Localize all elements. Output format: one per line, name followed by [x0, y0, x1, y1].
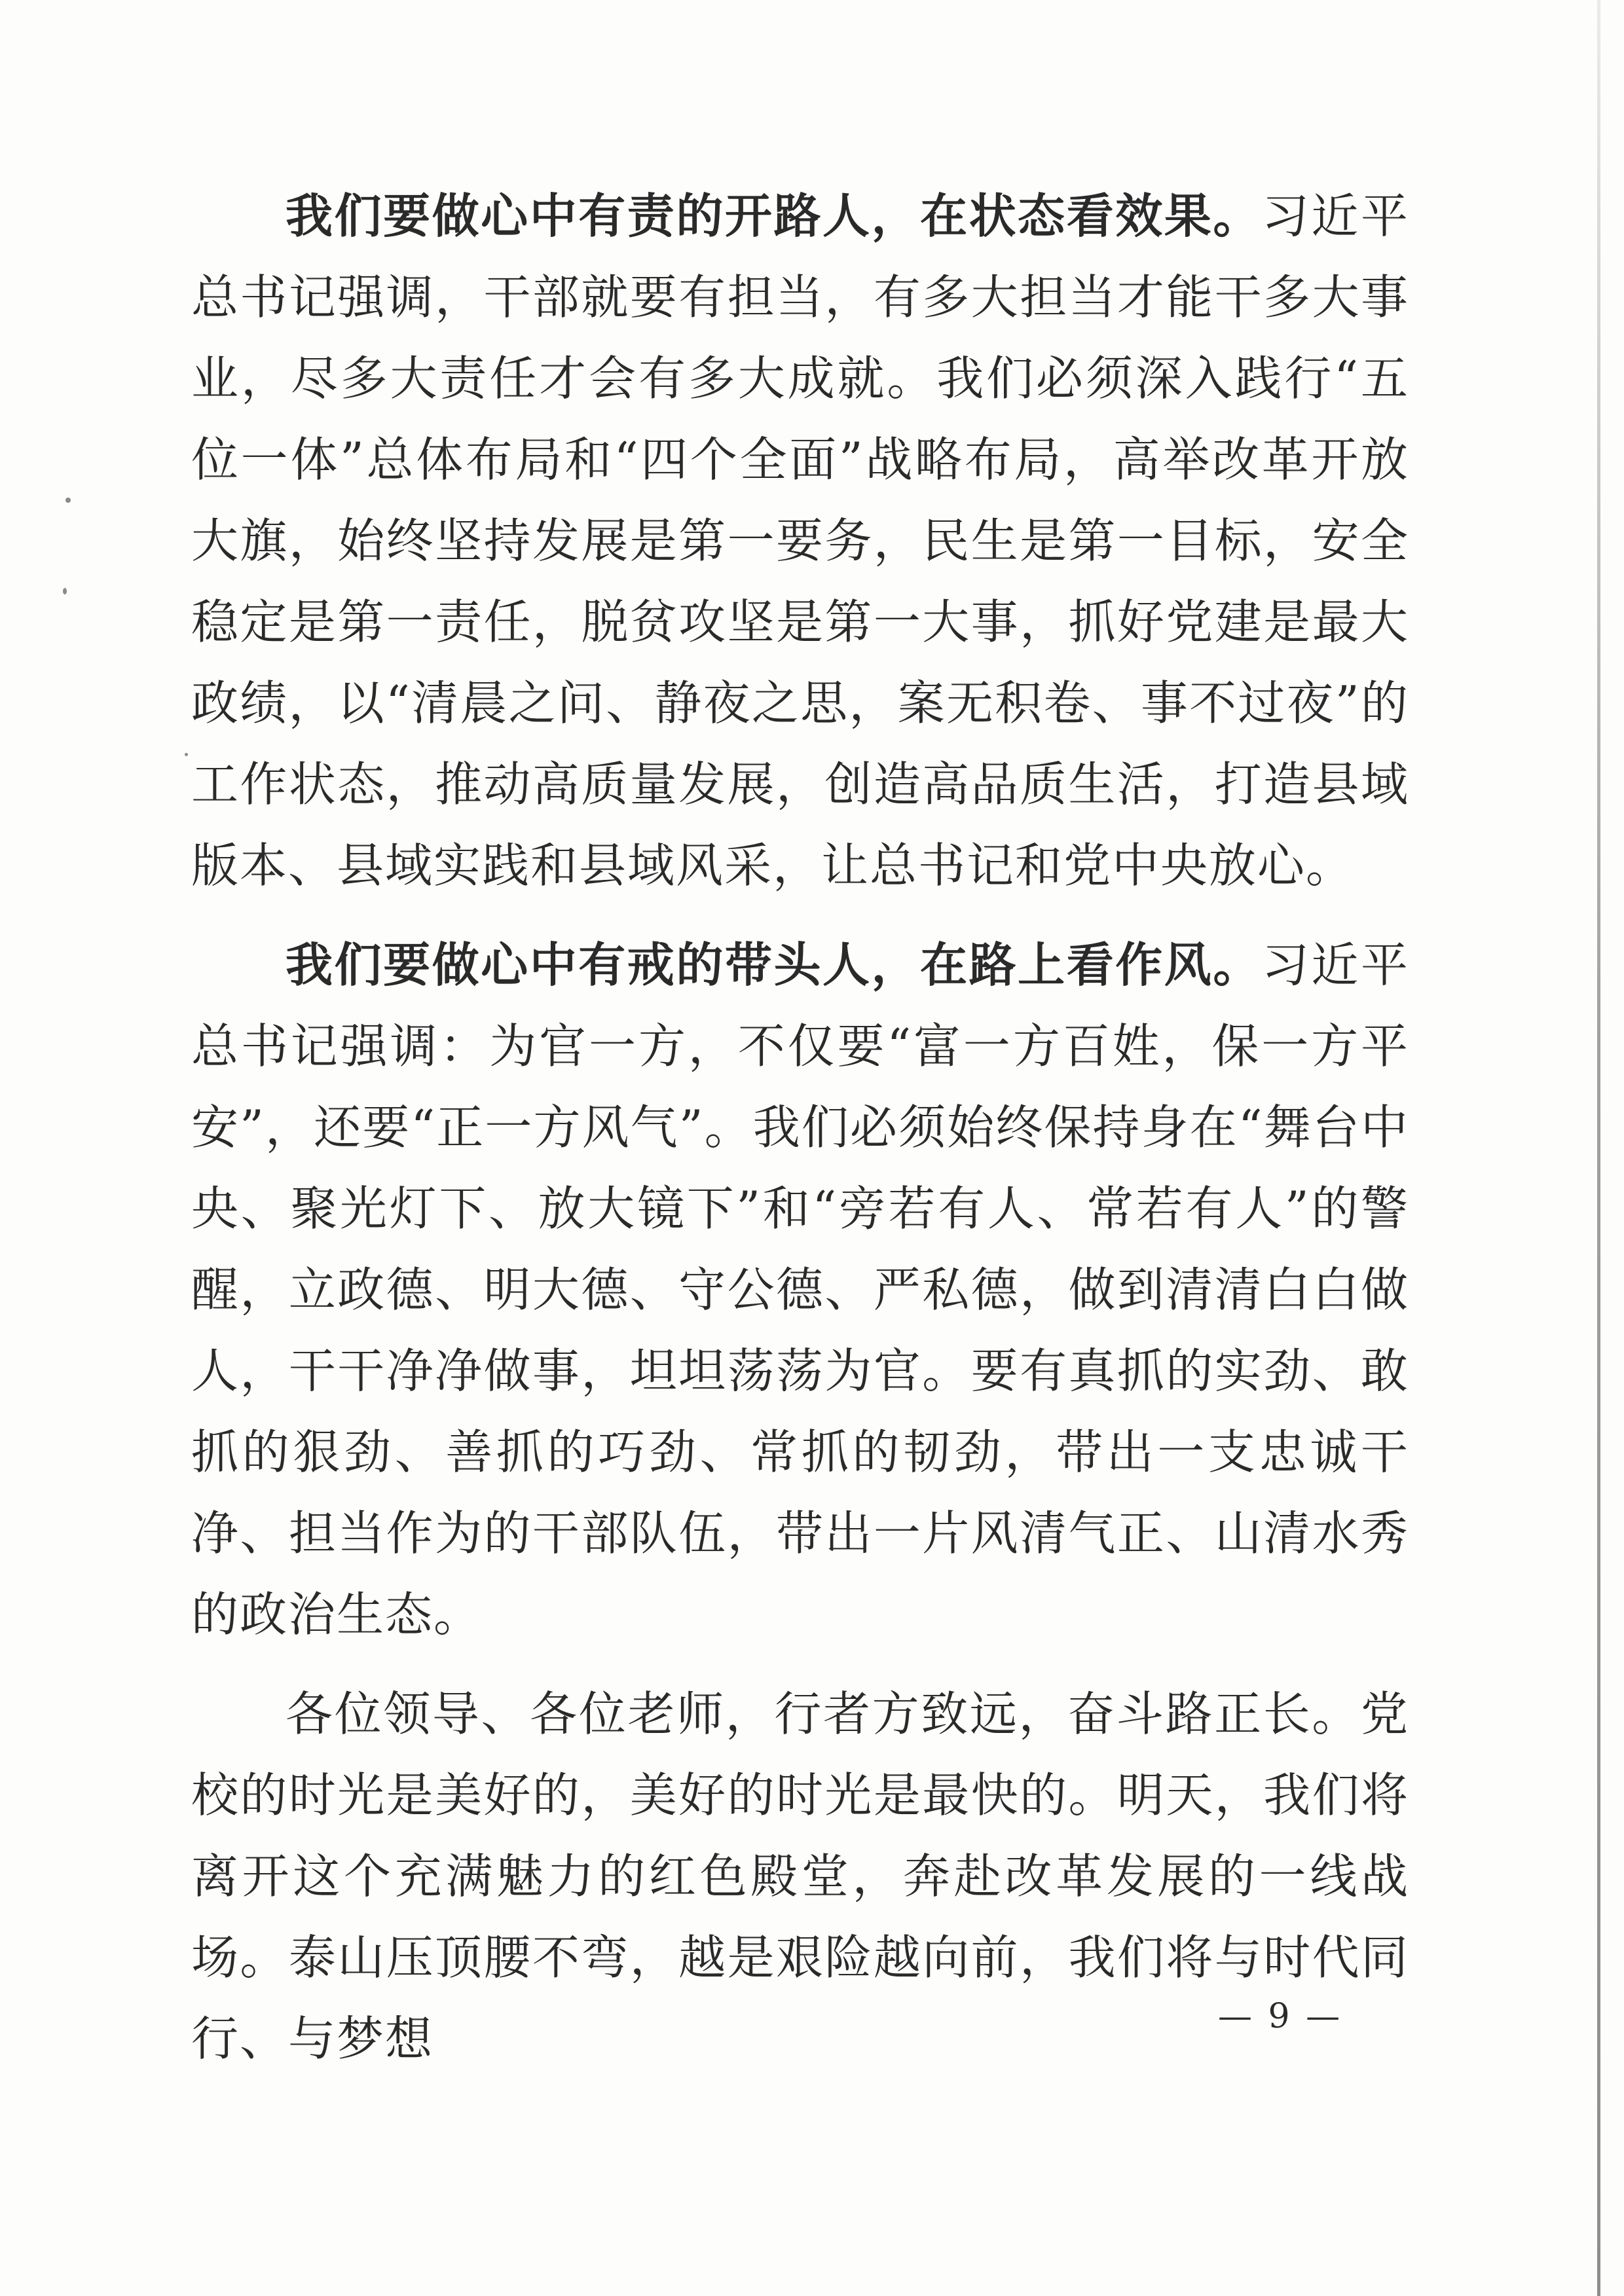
scan-speck — [65, 498, 71, 503]
body-text — [191, 175, 1409, 2098]
page-number: — 9 — — [1218, 1997, 1343, 2036]
paragraph-body: 习近平总书记强调：为官一方，不仅要“富一方百姓，保一方平安”，还要“正一方风气”。我们必须始终保持身在“舞台中央、聚光灯下、放大镜下”和“旁若有人、常若有人”的警醒，立政德、明大德、守公德、严私德，做到清清白白做人，干干净净做事，坦坦荡荡为官。要有真抓的实劲、敢抓的狠劲、善抓的巧劲、常抓的韧劲，带出一支忠诚干净、担当作为的干部队伍，带出一片风清气正、山清水秀的政治生态。 — [191, 938, 1409, 1642]
paragraph-lead: 我们要做心中有戒的带头人，在路上看作风。 — [286, 938, 1262, 993]
scan-speck — [63, 588, 67, 594]
scan-edge-shadow — [1597, 0, 1600, 2296]
paragraph-body: 各位领导、各位老师，行者方致远，奋斗路正长。党校的时光是美好的，美好的时光是最快的。明天，我们将离开这个充满魅力的红色殿堂，奔赴改革发展的一线战场。泰山压顶腰不弯，越是艰险越向前，我们将与时代同行、与梦想 — [191, 1686, 1409, 2066]
paragraph-discipline — [191, 924, 1409, 1655]
paragraph-body: 习近平总书记强调，干部就要有担当，有多大担当才能干多大事业，尽多大责任才会有多大成就。我们必须深入践行“五位一体”总体布局和“四个全面”战略布局，高举改革开放大旗，始终坚持发展是第一要务，民生是第一目标，安全稳定是第一责任，脱贫攻坚是第一大事，抓好党建是最大政绩，以“清晨之问、静夜之思，案无积卷、事不过夜”的工作状态，推动高质量发展，创造高品质生活，打造县域版本、县域实践和县域风采，让总书记和党中央放心。 — [191, 189, 1409, 893]
scan-speck — [185, 753, 188, 756]
paragraph-responsibility — [191, 175, 1409, 906]
paragraph-lead: 我们要做心中有责的开路人，在状态看效果。 — [286, 189, 1262, 244]
